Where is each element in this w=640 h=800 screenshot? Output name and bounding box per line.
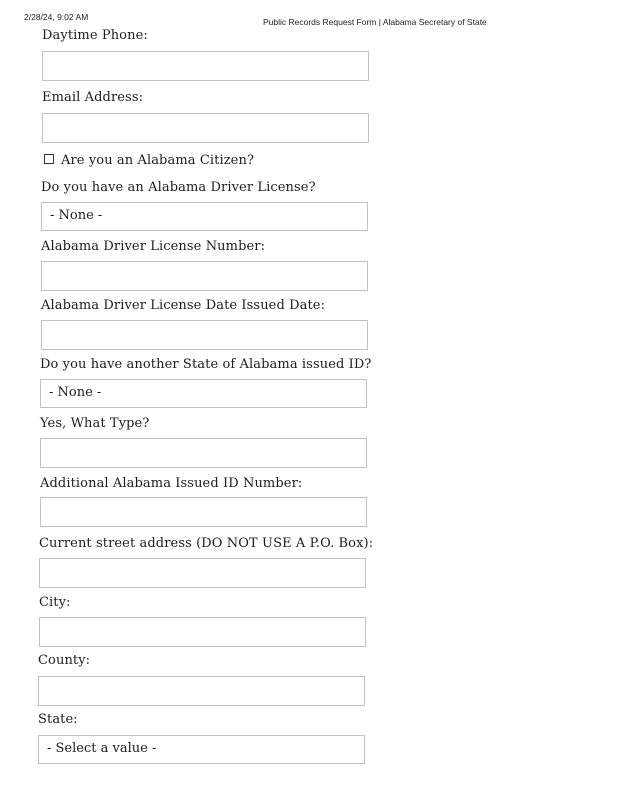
email-address-input[interactable]	[42, 113, 369, 143]
driver-license-number-label: Alabama Driver License Number:	[41, 239, 266, 254]
email-address-label: Email Address:	[42, 90, 144, 105]
county-input[interactable]	[38, 676, 365, 706]
alabama-citizen-checkbox[interactable]	[44, 154, 54, 164]
additional-id-number-input[interactable]	[40, 497, 367, 527]
has-other-id-select[interactable]: - None -	[40, 379, 367, 408]
has-driver-license-select[interactable]: - None -	[41, 202, 368, 231]
driver-license-issued-date-label: Alabama Driver License Date Issued Date:	[41, 298, 326, 313]
driver-license-issued-date-input[interactable]	[41, 320, 368, 350]
has-other-id-label: Do you have another State of Alabama issued ID?	[40, 357, 372, 372]
daytime-phone-label: Daytime Phone:	[42, 28, 148, 43]
print-datetime: 2/28/24, 9:02 AM	[24, 12, 89, 22]
print-page-title: Public Records Request Form | Alabama Secretary of State	[263, 17, 487, 27]
id-type-label: Yes, What Type?	[40, 416, 150, 431]
alabama-citizen-checkbox-label: Are you an Alabama Citizen?	[61, 153, 255, 168]
additional-id-number-label: Additional Alabama Issued ID Number:	[40, 476, 303, 491]
state-label: State:	[38, 712, 78, 727]
state-select[interactable]: - Select a value -	[38, 735, 365, 764]
street-address-label: Current street address (DO NOT USE A P.O. Box):	[39, 536, 374, 551]
id-type-input[interactable]	[40, 438, 367, 468]
city-input[interactable]	[39, 617, 366, 647]
has-driver-license-label: Do you have an Alabama Driver License?	[41, 180, 316, 195]
daytime-phone-input[interactable]	[42, 51, 369, 81]
street-address-input[interactable]	[39, 558, 366, 588]
print-header	[24, 12, 640, 28]
driver-license-number-input[interactable]	[41, 261, 368, 291]
county-label: County:	[38, 653, 91, 668]
city-label: City:	[39, 595, 71, 610]
